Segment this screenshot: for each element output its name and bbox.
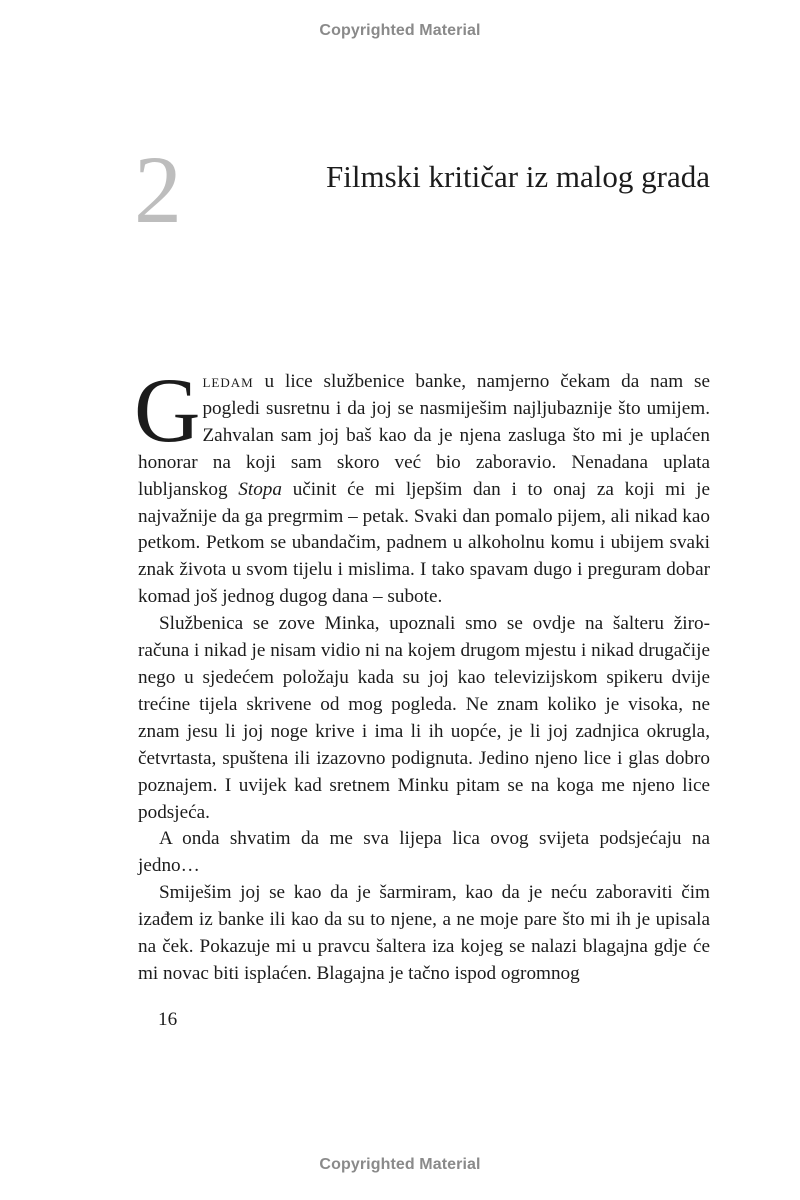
chapter-number: 2 — [134, 136, 182, 243]
paragraph-2: Službenica se zove Minka, upoznali smo se ovdje na šalteru žiro-računa i nikad je nisam vidio ni na kojem drugom mjestu i nikad drugačije nego u sjedećem položaju kada su joj kao televizijskom spikeru dvije trećine tijela skrivene od mog pogleda. Ne znam koliko je visoka, ne znam jesu li joj noge krive i ima li ih uopće, je li joj zadnjica okrugla, četvrtasta, spuštena ili izazovno podignuta. Jedino njeno lice i glas dobro poznajem. I uvijek kad sretnem Minku pitam se na koga me njeno lice podsjeća. — [138, 613, 710, 823]
paragraph-4: Smiješim joj se kao da je šarmiram, kao da je neću zaboraviti čim izađem iz banke ili kao da su to njene, a ne moje pare što mi ih je upisala na ček. Pokazuje mi u pravcu šaltera iza kojeg se nalazi blagajna gdje će mi novac biti isplaćen. Blagajna je tačno ispod ogromnog — [138, 882, 710, 984]
opening-small-caps: ledam — [202, 371, 254, 392]
paragraph-1 — [134, 359, 710, 611]
chapter-title: Filmski kritičar iz malog grada — [326, 159, 710, 194]
magazine-title-italic: Stopa — [238, 478, 282, 500]
paragraph-1-text-a: u lice službenice banke, namjerno čekam da nam se pogledi susretnu i da joj se nasmiješim najljubaznije što umijem. Zahvalan sam joj baš kao da je njena zasluga što mi je uplaćen honorar na koji sam skoro već bio zaboravio. Nenadana uplata lubljanskog — [138, 371, 710, 500]
copyright-watermark-bottom: Copyrighted Material — [319, 1156, 481, 1173]
page-number: 16 — [158, 1009, 178, 1030]
copyright-watermark-top: Copyrighted Material — [319, 22, 481, 39]
chapter-body — [134, 359, 710, 988]
paragraph-3: A onda shvatim da me sva lijepa lica ovog svijeta podsjećaju na jedno… — [138, 828, 710, 877]
drop-cap: G — [134, 359, 201, 461]
paragraph-1-text-b: učinit će mi ljepšim dan i to onaj za koji mi je najvažnije da ga pregrmim – petak. Svaki dan pomalo pijem, ali nikad kao petkom. Petkom se ubandačim, padnem u alkoholnu komu i ubijem svaki znak života u svom tijelu i mislima. I tako spavam dugo i preguram dobar komad još jednog dugog dana – subote. — [138, 478, 710, 608]
